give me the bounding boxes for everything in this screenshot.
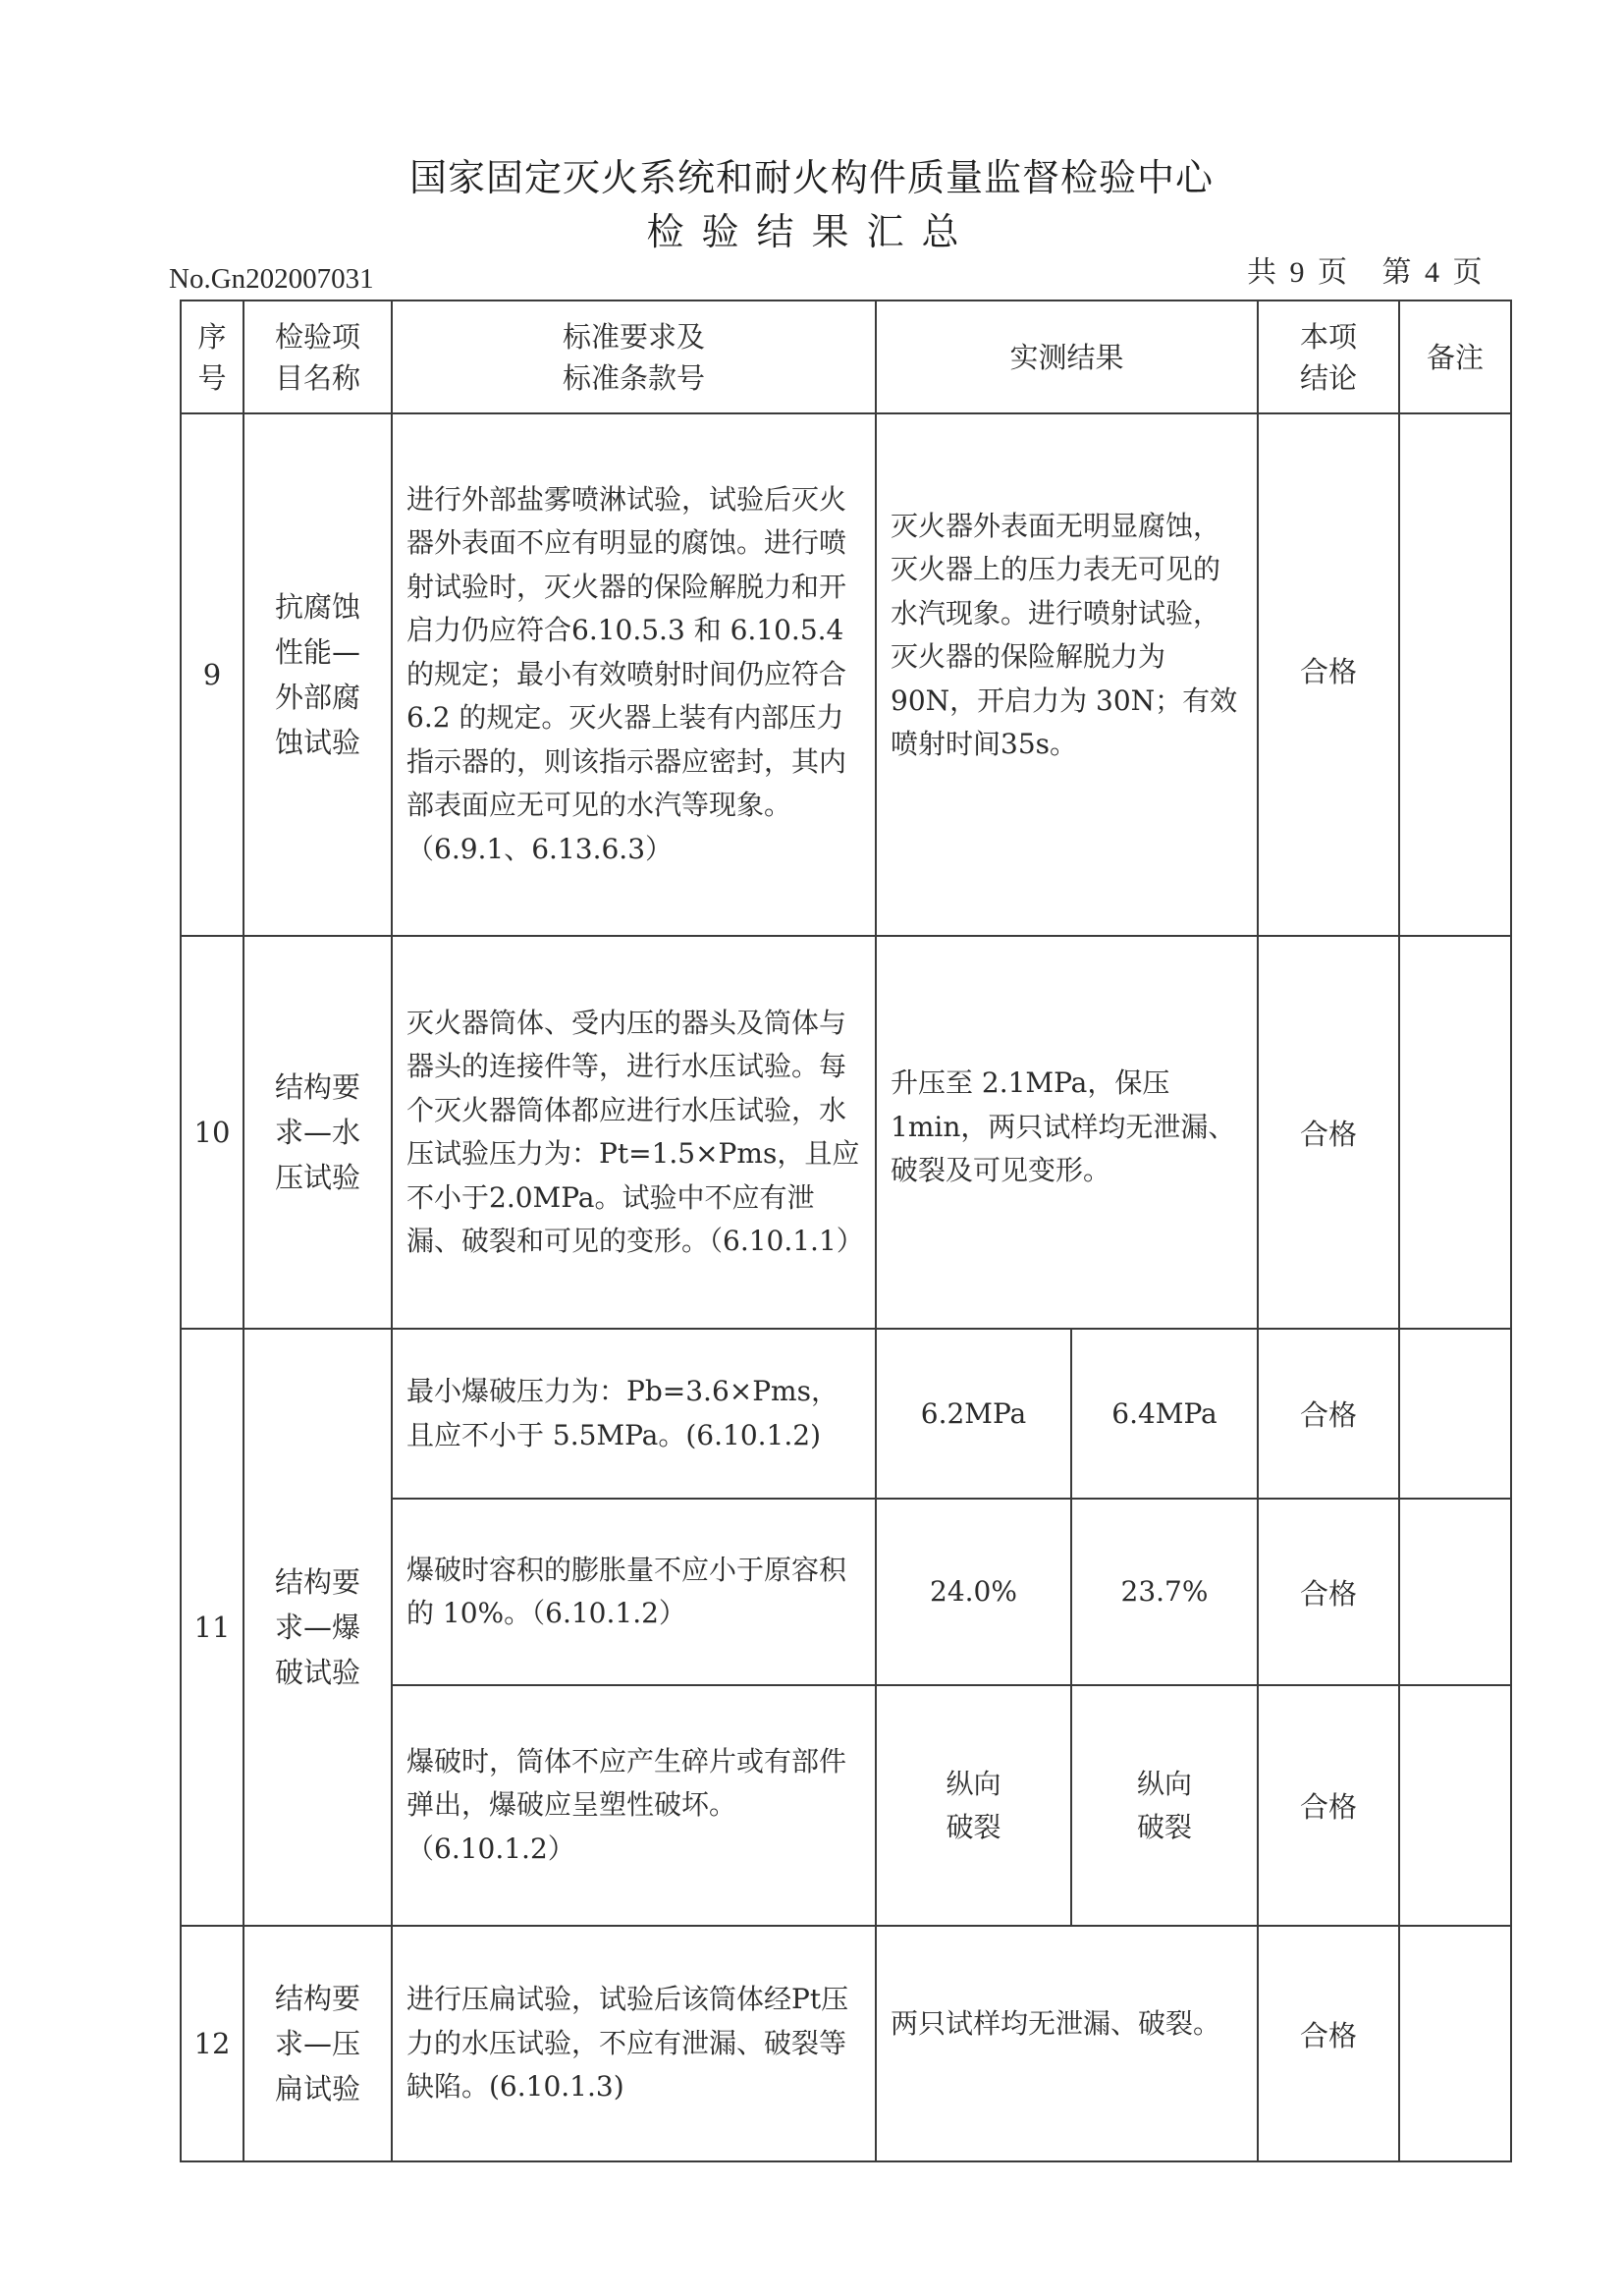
row-result: 两只试样均无泄漏、破裂。 <box>876 1926 1258 2161</box>
row-verdict: 合格 <box>1258 1685 1399 1926</box>
row-standard: 进行压扁试验，试验后该筒体经Pt压力的水压试验，不应有泄漏、破裂等缺陷。(6.10.1.3) <box>392 1926 876 2161</box>
row-seq: 11 <box>181 1329 243 1926</box>
result-sample-a: 纵向破裂 <box>876 1685 1071 1926</box>
row-remark <box>1399 1685 1511 1926</box>
table-row <box>181 1926 1511 2161</box>
row-verdict: 合格 <box>1258 936 1399 1329</box>
standard-formula: Pt=1.5×Pms，且应不小于2.0MPa。试验中不应有泄漏、破裂和可见的变形。（6.10.1.1） <box>406 1137 864 1257</box>
row-seq: 9 <box>181 413 243 936</box>
row-remark <box>1399 1329 1511 1499</box>
row-result: 升压至 2.1MPa，保压1min，两只试样均无泄漏、破裂及可见变形。 <box>876 936 1258 1329</box>
row-remark <box>1399 936 1511 1329</box>
row-item-name: 结构要求—爆破试验 <box>243 1329 392 1926</box>
result-sample-b: 23.7% <box>1071 1499 1258 1685</box>
page-info <box>1247 247 1483 291</box>
table-row <box>181 413 1511 936</box>
row-item-name: 结构要求—压扁试验 <box>243 1926 392 2161</box>
col-header-verdict: 本项结论 <box>1258 301 1399 413</box>
row-remark <box>1399 1926 1511 2161</box>
row-standard: 爆破时容积的膨胀量不应小于原容积的 10%。（6.10.1.2） <box>392 1499 876 1685</box>
row-standard: 爆破时，筒体不应产生碎片或有部件弹出，爆破应呈塑性破坏。（6.10.1.2） <box>392 1685 876 1926</box>
result-sample-a: 6.2MPa <box>876 1329 1071 1499</box>
row-verdict: 合格 <box>1258 1329 1399 1499</box>
table-header-row <box>181 301 1511 413</box>
col-header-remark: 备注 <box>1399 301 1511 413</box>
doc-title: 检验结果汇总 <box>646 210 977 253</box>
col-header-item-name: 检验项目名称 <box>243 301 392 413</box>
row-remark <box>1399 413 1511 936</box>
row-remark <box>1399 1499 1511 1685</box>
results-table <box>180 300 1512 2162</box>
col-header-seq: 序号 <box>181 301 243 413</box>
row-item-name: 结构要求—水压试验 <box>243 936 392 1329</box>
page-current: 第 4 页 <box>1381 256 1483 289</box>
row-verdict: 合格 <box>1258 1926 1399 2161</box>
col-header-standard: 标准要求及标准条款号 <box>392 301 876 413</box>
row-seq: 10 <box>181 936 243 1329</box>
row-standard: 进行外部盐雾喷淋试验，试验后灭火器外表面不应有明显的腐蚀。进行喷射试验时，灭火器的保险解脱力和开启力仍应符合6.10.5.3 和 6.10.5.4 的规定；最小有效喷射时间仍应符合 6.2 的规定。灭火器上装有内部压力指示器的，则该指示器应密封，其内部表面应无可见的水汽等现象。（6.9.1、6.13.6.3） <box>392 413 876 936</box>
page-total: 共 9 页 <box>1247 256 1347 289</box>
table-row <box>181 1329 1511 1499</box>
org-title: 国家固定灭火系统和耐火构件质量监督检验中心 <box>408 156 1214 199</box>
row-verdict: 合格 <box>1258 413 1399 936</box>
document-number: No.Gn202007031 <box>169 263 374 295</box>
col-header-result: 实测结果 <box>876 301 1258 413</box>
row-standard: 最小爆破压力为：Pb=3.6×Pms，且应不小于 5.5MPa。(6.10.1.2) <box>392 1329 876 1499</box>
table-row <box>181 936 1511 1329</box>
row-verdict: 合格 <box>1258 1499 1399 1685</box>
row-result: 灭火器外表面无明显腐蚀，灭火器上的压力表无可见的水汽现象。进行喷射试验，灭火器的保险解脱力为 90N，开启力为 30N；有效喷射时间35s。 <box>876 413 1258 936</box>
row-item-name: 抗腐蚀性能—外部腐蚀试验 <box>243 413 392 936</box>
standard-text: 灭火器筒体、受内压的器头及筒体与器头的连接件等，进行水压试验。每个灭火器筒体都应进行水压试验，水压试验压力为： <box>406 1006 847 1170</box>
row-standard <box>392 936 876 1329</box>
result-sample-b: 6.4MPa <box>1071 1329 1258 1499</box>
result-sample-a: 24.0% <box>876 1499 1071 1685</box>
result-sample-b: 纵向破裂 <box>1071 1685 1258 1926</box>
row-seq: 12 <box>181 1926 243 2161</box>
